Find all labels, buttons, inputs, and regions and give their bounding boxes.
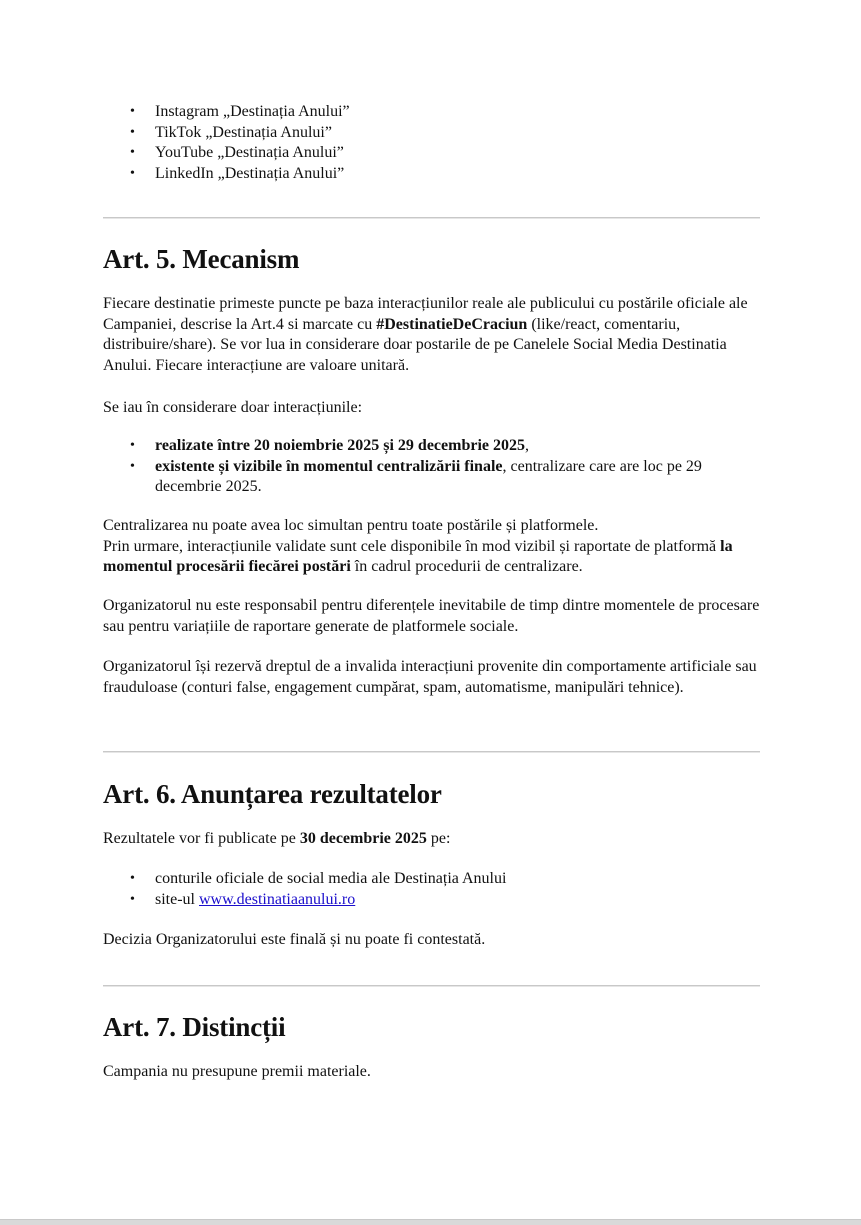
art5-paragraph-centralization: Centralizarea nu poate avea loc simultan pentru toate postările și platformele. Prin urmare, interacțiunile validate sunt cele disponibile în mod vizibil și raportate de platformă la momentul procesării fiecărei postări în cadrul procedurii de centralizare. — [103, 517, 733, 575]
list-item: • conturile oficiale de social media ale Destinația Anului — [155, 869, 760, 890]
art6-channels-list-wrap — [103, 869, 760, 910]
page-bottom-edge — [0, 1219, 861, 1225]
publication-channels-list — [103, 869, 760, 910]
section-heading-art5: Art. 5. Mecanism — [103, 244, 300, 274]
art5-paragraph-invalidation: Organizatorul își rezervă dreptul de a invalida interacțiuni provenite din comportamente artificiale sau frauduloase (conturi false, engagement cumpărat, spam, automatisme, manipulări tehnice). — [103, 658, 757, 696]
art5-paragraph-mechanism: Fiecare destinatie primeste puncte pe baza interacțiunilor reale ale publicului cu postările oficiale ale Campaniei, descrise la Art.4 si marcate cu #DestinatieDeCraciun (like/react, comentariu, distribuire/share). Se vor lua in considerare doar postarile de pe Canelele Social Media Destinatia Anului. Fiecare interacțiune are valoare unitară. — [103, 295, 748, 374]
conditions-list — [103, 436, 760, 498]
art7-paragraph: Campania nu presupune premii materiale. — [103, 1063, 371, 1080]
art6-paragraph-intro: Rezultatele vor fi publicate pe 30 decembrie 2025 pe: — [103, 830, 451, 847]
art5-conditions-list-wrap — [103, 436, 760, 498]
art5-paragraph-conditions-intro: Se iau în considerare doar interacțiunile: — [103, 399, 363, 416]
section-divider — [103, 217, 760, 219]
list-item: • realizate între 20 noiembrie 2025 și 29 decembrie 2025, — [155, 436, 760, 457]
website-link[interactable]: www.destinatiaanului.ro — [199, 890, 356, 908]
list-item: • existente și vizibile în momentul centralizării finale, centralizare care are loc pe 29 decembrie 2025. — [155, 457, 760, 498]
list-item: • LinkedIn „Destinația Anului” — [155, 164, 350, 185]
art6-paragraph-final: Decizia Organizatorului este finală și nu poate fi contestată. — [103, 931, 486, 948]
list-item: • TikTok „Destinația Anului” — [155, 123, 350, 144]
social-channels-list — [103, 102, 350, 184]
section-divider — [103, 985, 760, 987]
section-divider — [103, 751, 760, 753]
section-heading-art7: Art. 7. Distincții — [103, 1012, 286, 1042]
hashtag: #DestinatieDeCraciun — [376, 315, 528, 333]
list-item: • YouTube „Destinația Anului” — [155, 143, 350, 164]
list-item: • Instagram „Destinația Anului” — [155, 102, 350, 123]
art5-paragraph-responsibility: Organizatorul nu este responsabil pentru diferențele inevitabile de timp dintre momentele de procesare sau pentru variațiile de raportare generate de platformele sociale. — [103, 597, 760, 635]
list-item: • site-ul www.destinatiaanului.ro — [155, 890, 760, 911]
section-heading-art6: Art. 6. Anunțarea rezultatelor — [103, 779, 442, 809]
